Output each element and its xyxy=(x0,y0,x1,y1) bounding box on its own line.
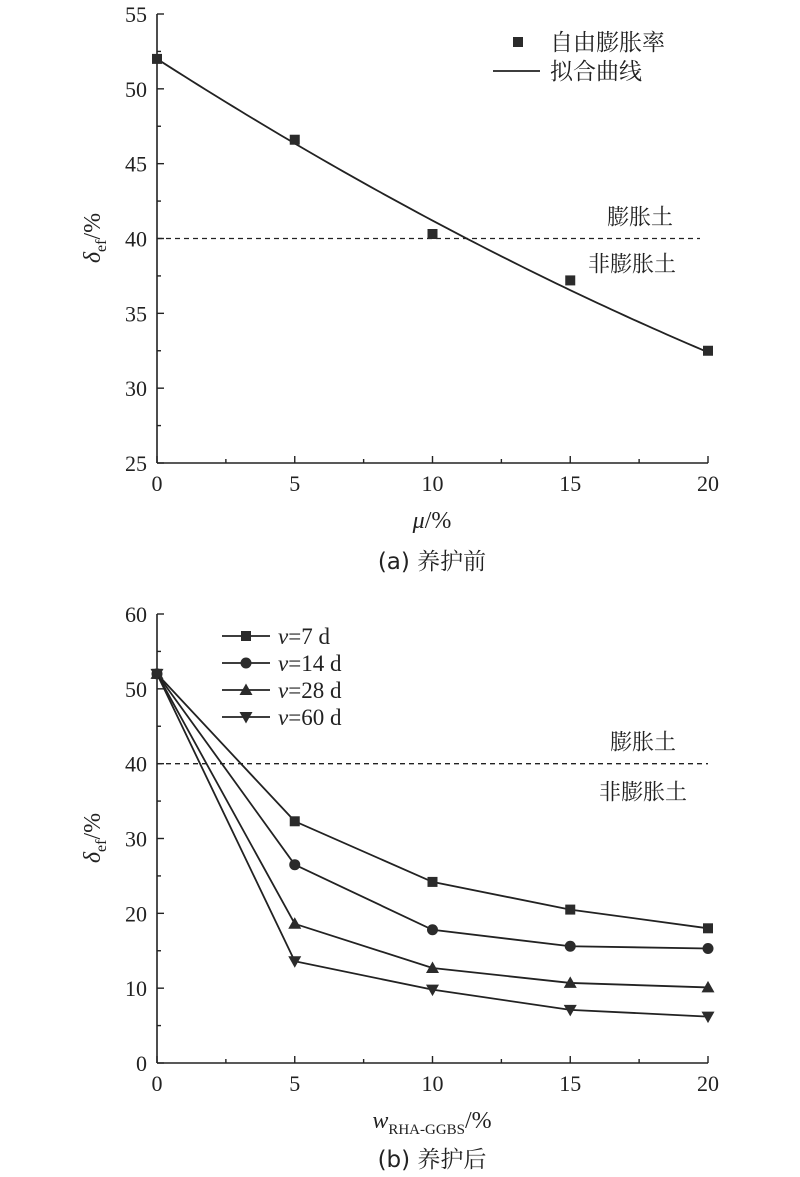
x-axis-label: μ/% xyxy=(412,508,452,534)
y-tick-label: 60 xyxy=(125,602,147,627)
legend-marker xyxy=(241,658,252,669)
y-tick-label: 0 xyxy=(136,1051,147,1076)
x-axis-label: $w_{RHA-GGBS}/\%$ xyxy=(372,1108,492,1138)
y-axis-label: $\delta_{ef}/\%$ xyxy=(80,212,110,264)
legend-label: v=14 d xyxy=(278,651,342,676)
x-tick-label: 0 xyxy=(151,1071,163,1096)
region-label-nonexpansive: 非膨胀土 xyxy=(587,252,677,278)
x-tick-label: 15 xyxy=(559,471,582,496)
data-point xyxy=(427,924,438,935)
y-tick-label: 50 xyxy=(125,676,147,702)
data-point xyxy=(152,54,162,64)
y-tick-label: 45 xyxy=(125,151,147,177)
x-tick-label: 10 xyxy=(421,471,444,496)
y-tick-label: 35 xyxy=(125,301,147,327)
x-tick-label: 20 xyxy=(697,471,719,496)
legend-label: v=28 d xyxy=(278,678,342,703)
data-point xyxy=(290,816,300,826)
region-label-expansive: 膨胀土 xyxy=(609,730,677,756)
data-point xyxy=(565,275,575,285)
data-point xyxy=(428,877,438,887)
legend-marker xyxy=(241,631,251,641)
panel-b xyxy=(80,602,719,1173)
data-point xyxy=(290,135,300,145)
data-point xyxy=(289,859,300,870)
y-tick-label: 25 xyxy=(125,451,147,476)
data-point xyxy=(565,905,575,915)
data-point xyxy=(565,941,576,952)
data-point xyxy=(702,1012,715,1024)
y-tick-label: 20 xyxy=(125,901,147,927)
data-point xyxy=(703,923,713,933)
y-axis-label: $\delta_{ef}/\%$ xyxy=(80,812,110,864)
y-tick-label: 55 xyxy=(125,2,147,27)
data-point xyxy=(703,943,714,954)
legend-marker-points xyxy=(513,37,523,47)
series-line-2 xyxy=(157,674,708,949)
y-tick-label: 30 xyxy=(125,826,147,852)
y-tick-label: 40 xyxy=(125,751,147,777)
region-label-nonexpansive: 非膨胀土 xyxy=(598,780,688,806)
panel-a xyxy=(80,2,719,575)
legend-label: v=7 d xyxy=(278,624,330,649)
x-tick-label: 0 xyxy=(151,471,163,496)
region-label-expansive: 膨胀土 xyxy=(606,205,674,231)
legend-label-fit: 拟合曲线 xyxy=(550,59,642,85)
series-line-3 xyxy=(157,674,708,988)
x-tick-label: 5 xyxy=(289,1071,301,1096)
y-tick-label: 10 xyxy=(125,976,147,1002)
y-tick-label: 30 xyxy=(125,376,147,402)
panel-caption: (a) 养护前 xyxy=(377,549,487,575)
panel-caption: (b) 养护后 xyxy=(377,1147,487,1173)
x-tick-label: 15 xyxy=(559,1071,582,1096)
data-point xyxy=(428,229,438,239)
y-tick-label: 40 xyxy=(125,226,147,252)
data-point xyxy=(288,917,301,929)
x-tick-label: 10 xyxy=(421,1071,444,1096)
legend-label: v=60 d xyxy=(278,705,342,730)
x-tick-label: 5 xyxy=(289,471,301,496)
data-point xyxy=(703,346,713,356)
legend-label-points: 自由膨胀率 xyxy=(550,30,665,56)
x-tick-label: 20 xyxy=(697,1071,719,1096)
y-tick-label: 50 xyxy=(125,76,147,102)
